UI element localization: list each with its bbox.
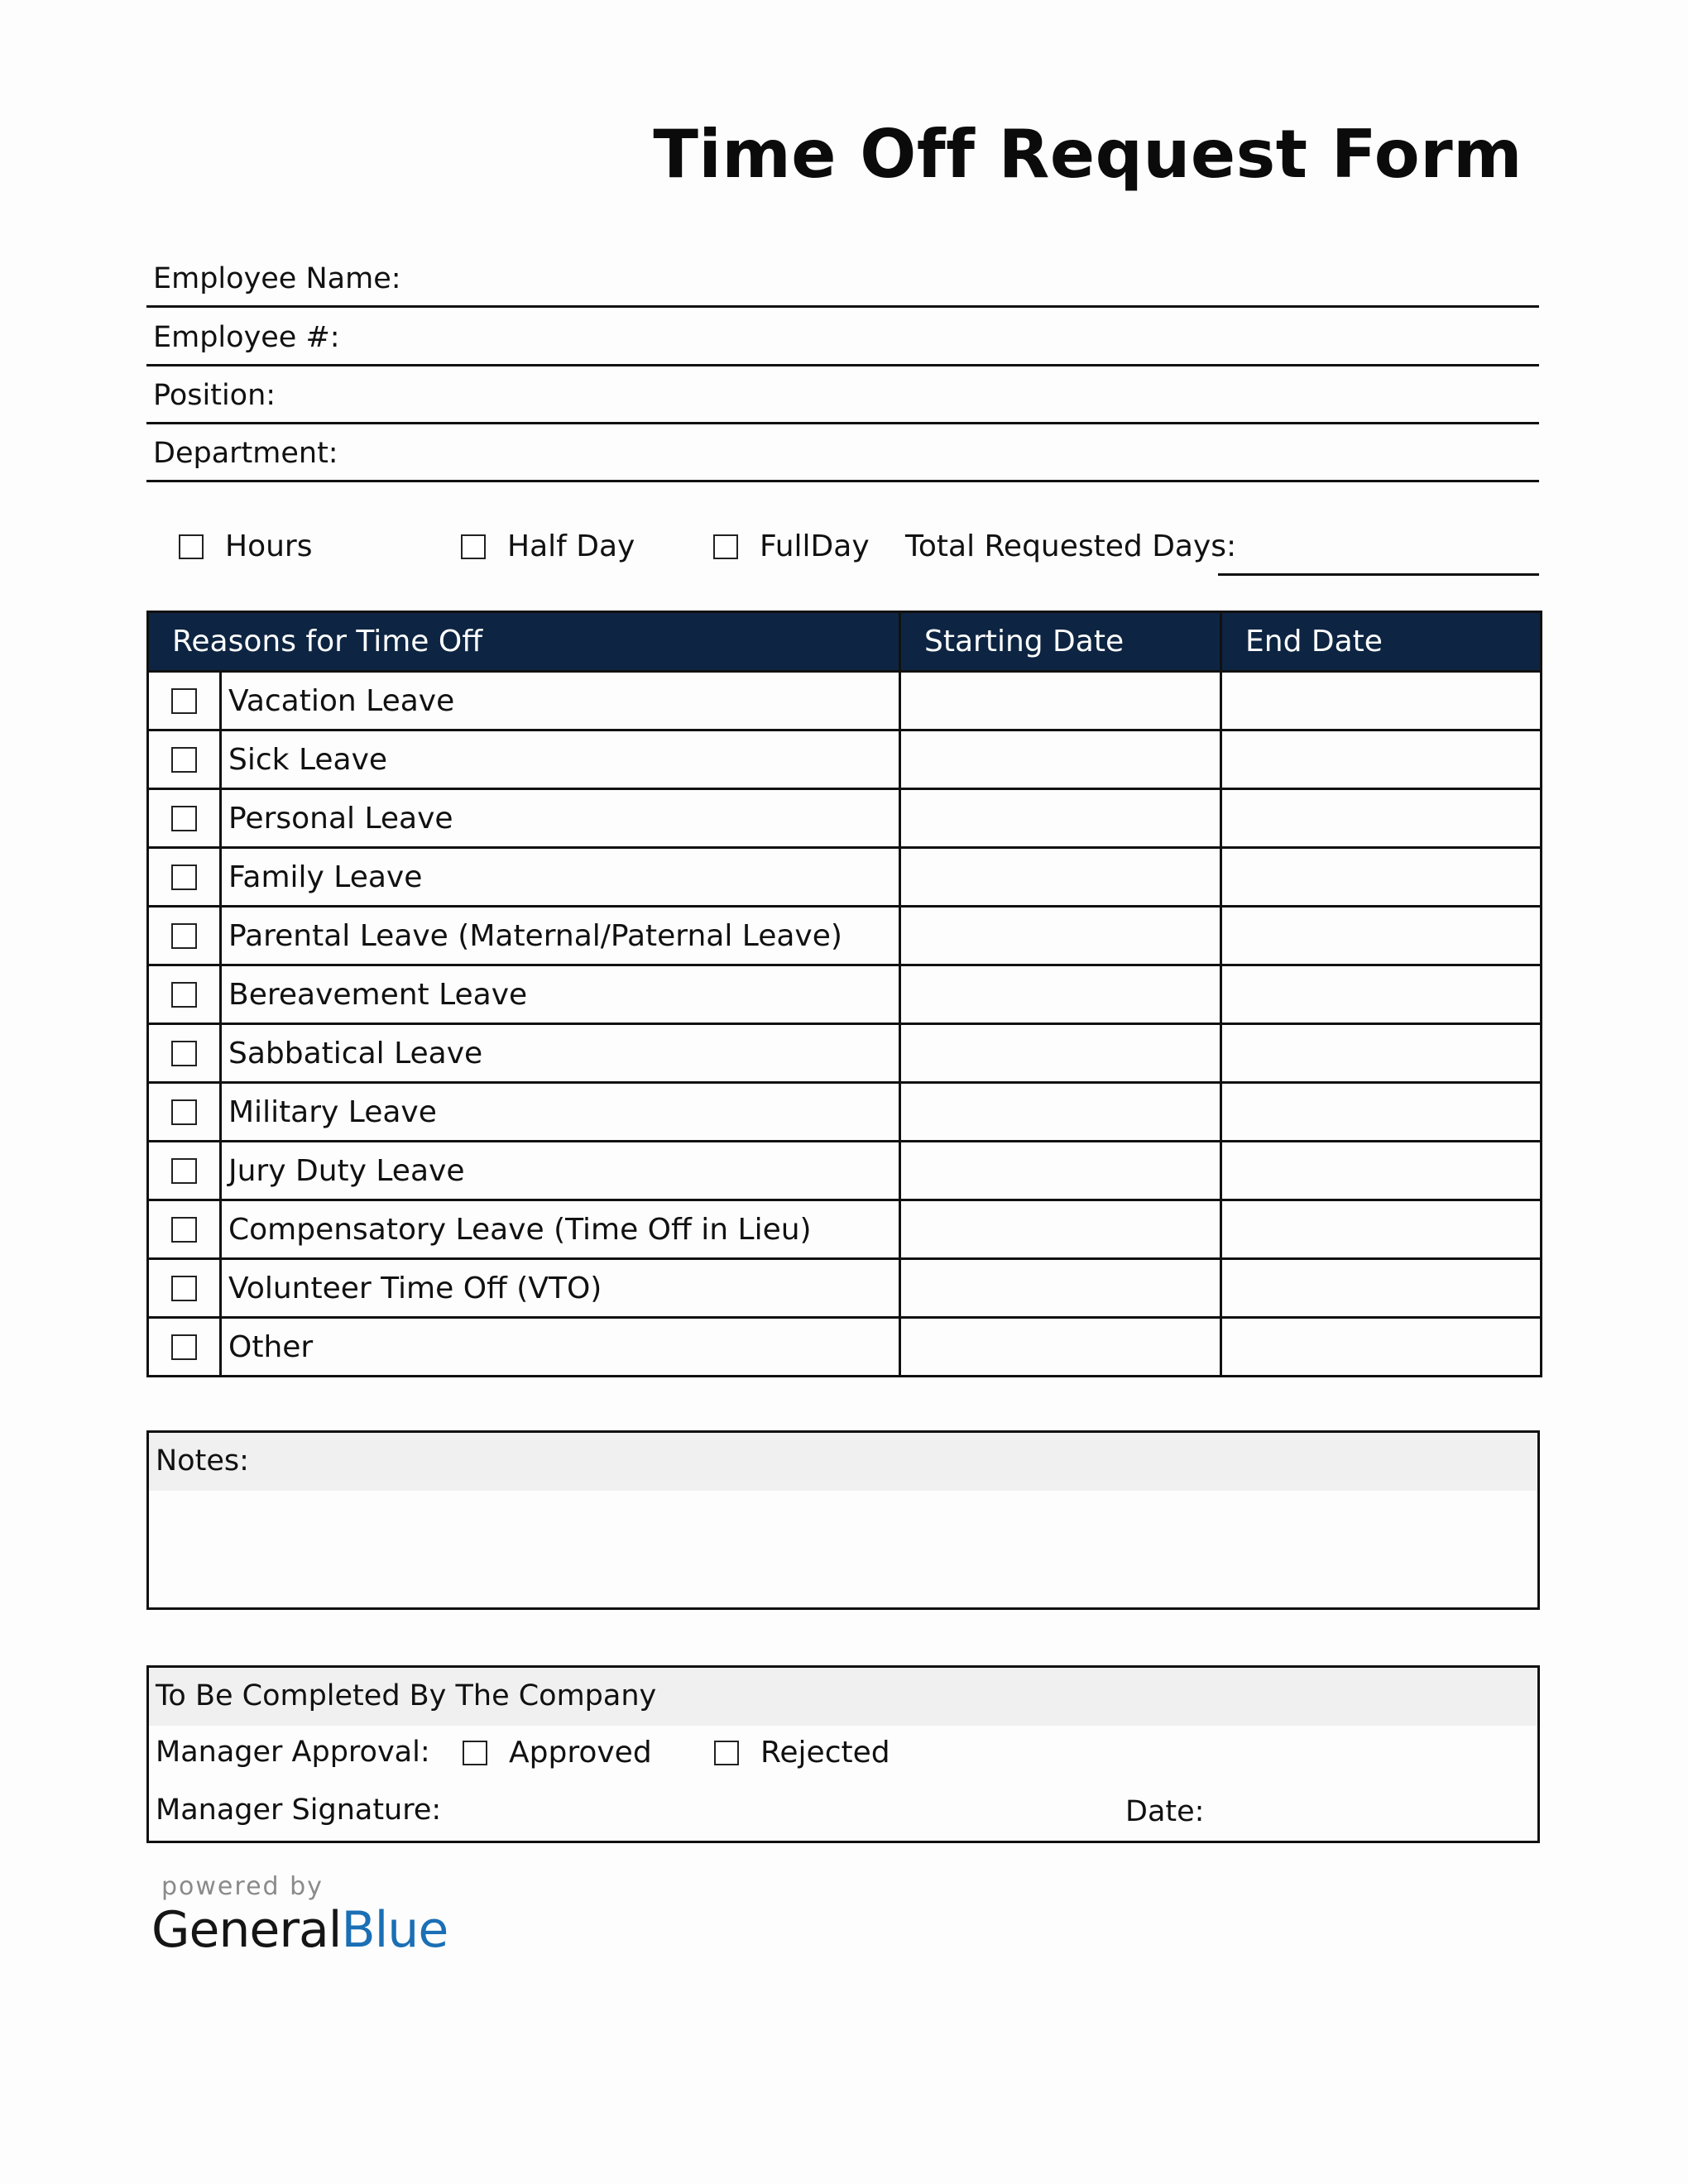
hours-label: Hours	[225, 529, 313, 563]
reason-checkbox[interactable]	[171, 1276, 197, 1301]
manager-approval-label: Manager Approval:	[156, 1736, 430, 1769]
end-date-cell[interactable]	[1221, 907, 1542, 965]
table-row	[148, 965, 1542, 1024]
end-date-cell[interactable]	[1221, 965, 1542, 1024]
header-starting-date: Starting Date	[900, 612, 1221, 672]
table-row	[148, 672, 1542, 730]
reason-label: Bereavement Leave	[221, 965, 900, 1024]
reason-checkbox-cell	[148, 1259, 221, 1318]
company-heading-band	[149, 1668, 1537, 1726]
table-row	[148, 1259, 1542, 1318]
full-day-option[interactable]	[713, 529, 870, 563]
half-day-checkbox[interactable]	[461, 534, 486, 559]
table-row	[148, 848, 1542, 907]
half-day-option[interactable]	[461, 529, 635, 563]
starting-date-cell[interactable]	[900, 730, 1221, 789]
reason-label: Family Leave	[221, 848, 900, 907]
department-label: Department:	[153, 437, 338, 470]
end-date-cell[interactable]	[1221, 730, 1542, 789]
starting-date-cell[interactable]	[900, 1142, 1221, 1200]
position-field[interactable]	[146, 366, 1539, 424]
notes-box[interactable]	[146, 1430, 1540, 1610]
hours-option[interactable]	[179, 529, 312, 563]
employee-number-label: Employee #:	[153, 321, 340, 354]
rejected-checkbox[interactable]	[714, 1741, 739, 1765]
reason-checkbox-cell	[148, 965, 221, 1024]
reason-checkbox-cell	[148, 672, 221, 730]
rejected-option[interactable]	[714, 1736, 890, 1770]
brand-general: General	[151, 1901, 342, 1959]
reason-checkbox[interactable]	[171, 1334, 197, 1360]
header-reasons: Reasons for Time Off	[148, 612, 900, 672]
department-field[interactable]	[146, 424, 1539, 482]
starting-date-cell[interactable]	[900, 1200, 1221, 1259]
reason-checkbox[interactable]	[171, 864, 197, 890]
reason-checkbox-cell	[148, 907, 221, 965]
table-row	[148, 1024, 1542, 1083]
reason-label: Sick Leave	[221, 730, 900, 789]
reason-checkbox-cell	[148, 1024, 221, 1083]
table-row	[148, 789, 1542, 848]
full-day-checkbox[interactable]	[713, 534, 738, 559]
employee-name-field[interactable]	[146, 250, 1539, 308]
end-date-cell[interactable]	[1221, 672, 1542, 730]
reason-checkbox[interactable]	[171, 1099, 197, 1125]
full-day-label: FullDay	[760, 529, 870, 563]
reason-checkbox-cell	[148, 1142, 221, 1200]
starting-date-cell[interactable]	[900, 907, 1221, 965]
table-row	[148, 1142, 1542, 1200]
starting-date-cell[interactable]	[900, 1083, 1221, 1142]
end-date-cell[interactable]	[1221, 1083, 1542, 1142]
reason-checkbox[interactable]	[171, 1217, 197, 1243]
reason-checkbox-cell	[148, 848, 221, 907]
reasons-table	[146, 611, 1542, 1377]
manager-signature-label: Manager Signature:	[156, 1794, 442, 1827]
end-date-cell[interactable]	[1221, 1024, 1542, 1083]
reason-checkbox[interactable]	[171, 688, 197, 714]
powered-by-text: powered by	[161, 1872, 324, 1901]
reason-checkbox-cell	[148, 1318, 221, 1377]
table-row	[148, 1200, 1542, 1259]
notes-band	[149, 1433, 1537, 1491]
reason-label: Vacation Leave	[221, 672, 900, 730]
table-header-row	[148, 612, 1542, 672]
reason-checkbox[interactable]	[171, 923, 197, 949]
reason-label: Military Leave	[221, 1083, 900, 1142]
starting-date-cell[interactable]	[900, 1259, 1221, 1318]
end-date-cell[interactable]	[1221, 789, 1542, 848]
reason-checkbox-cell	[148, 730, 221, 789]
position-label: Position:	[153, 379, 276, 412]
reason-checkbox[interactable]	[171, 1041, 197, 1066]
table-row	[148, 730, 1542, 789]
starting-date-cell[interactable]	[900, 789, 1221, 848]
end-date-cell[interactable]	[1221, 1142, 1542, 1200]
company-heading: To Be Completed By The Company	[156, 1679, 657, 1712]
starting-date-cell[interactable]	[900, 1318, 1221, 1377]
company-section	[146, 1665, 1540, 1843]
reason-checkbox[interactable]	[171, 982, 197, 1008]
reason-checkbox-cell	[148, 1083, 221, 1142]
half-day-label: Half Day	[507, 529, 635, 563]
brand-blue: Blue	[341, 1901, 448, 1959]
notes-label: Notes:	[156, 1444, 249, 1478]
end-date-cell[interactable]	[1221, 1259, 1542, 1318]
reason-label: Compensatory Leave (Time Off in Lieu)	[221, 1200, 900, 1259]
end-date-cell[interactable]	[1221, 1318, 1542, 1377]
reason-checkbox-cell	[148, 1200, 221, 1259]
reason-label: Parental Leave (Maternal/Paternal Leave)	[221, 907, 900, 965]
reason-checkbox-cell	[148, 789, 221, 848]
approved-label: Approved	[509, 1736, 652, 1770]
end-date-cell[interactable]	[1221, 848, 1542, 907]
header-end-date: End Date	[1221, 612, 1542, 672]
reason-checkbox[interactable]	[171, 1158, 197, 1184]
reason-checkbox[interactable]	[171, 747, 197, 773]
reason-label: Other	[221, 1318, 900, 1377]
table-row	[148, 907, 1542, 965]
employee-number-field[interactable]	[146, 309, 1539, 366]
table-row	[148, 1083, 1542, 1142]
reason-label: Personal Leave	[221, 789, 900, 848]
form-title: Time Off Request Form	[653, 116, 1523, 193]
generalblue-logo	[151, 1901, 448, 1959]
approved-option[interactable]	[463, 1736, 652, 1770]
end-date-cell[interactable]	[1221, 1200, 1542, 1259]
starting-date-cell[interactable]	[900, 672, 1221, 730]
reason-label: Volunteer Time Off (VTO)	[221, 1259, 900, 1318]
reason-checkbox[interactable]	[171, 806, 197, 831]
starting-date-cell[interactable]	[900, 965, 1221, 1024]
hours-checkbox[interactable]	[179, 534, 204, 559]
employee-name-label: Employee Name:	[153, 262, 401, 295]
total-requested-days-input[interactable]	[1218, 573, 1539, 576]
table-row	[148, 1318, 1542, 1377]
reason-label: Jury Duty Leave	[221, 1142, 900, 1200]
total-requested-days-label: Total Requested Days:	[905, 529, 1237, 563]
reason-label: Sabbatical Leave	[221, 1024, 900, 1083]
date-label: Date:	[1125, 1795, 1205, 1828]
starting-date-cell[interactable]	[900, 1024, 1221, 1083]
rejected-label: Rejected	[760, 1736, 890, 1770]
starting-date-cell[interactable]	[900, 848, 1221, 907]
approved-checkbox[interactable]	[463, 1741, 487, 1765]
